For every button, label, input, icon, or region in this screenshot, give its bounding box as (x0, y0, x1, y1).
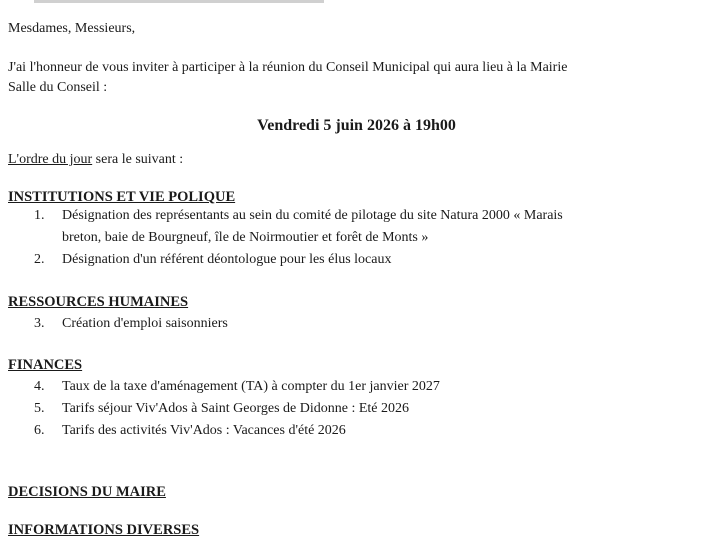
agenda-item-number: 6. (34, 423, 45, 438)
agenda-item-4 (0, 379, 713, 399)
agenda-item-text: Désignation des représentants au sein du comité de pilotage du site Natura 2000 « Marais (62, 208, 563, 223)
agenda-item-1 (0, 208, 713, 228)
agenda-item-number: 1. (34, 208, 45, 223)
section-heading-decisions: DECISIONS DU MAIRE (8, 484, 166, 500)
agenda-intro-rest: sera le suivant : (92, 152, 184, 167)
top-edge-fragment (34, 0, 324, 3)
agenda-item-number: 3. (34, 316, 45, 331)
section-heading-infos: INFORMATIONS DIVERSES (8, 522, 200, 538)
agenda-intro-underlined: L'ordre du jour (8, 152, 93, 167)
agenda-item-number: 4. (34, 379, 45, 394)
intro-line-2: Salle du Conseil : (8, 80, 108, 95)
agenda-intro (8, 152, 183, 168)
agenda-item-1-continued (0, 230, 713, 250)
agenda-item-5 (0, 401, 713, 421)
greeting: Mesdames, Messieurs, (8, 21, 136, 36)
agenda-item-text: Désignation d'un référent déontologue pour les élus locaux (62, 252, 392, 267)
agenda-item-text: breton, baie de Bourgneuf, île de Noirmoutier et forêt de Monts » (62, 230, 429, 245)
agenda-item-number: 2. (34, 252, 45, 267)
agenda-item-text: Taux de la taxe d'aménagement (TA) à compter du 1er janvier 2027 (62, 379, 440, 394)
section-heading-finances: FINANCES (8, 357, 83, 373)
section-heading-rh: RESSOURCES HUMAINES (8, 294, 189, 310)
agenda-item-3 (0, 316, 713, 336)
intro-line-1: J'ai l'honneur de vous inviter à participer à la réunion du Conseil Municipal qui aura lieu à la Mairie (8, 60, 568, 75)
agenda-item-text: Tarifs séjour Viv'Ados à Saint Georges de Didonne : Eté 2026 (62, 401, 410, 416)
agenda-item-number: 5. (34, 401, 45, 416)
agenda-item-2 (0, 252, 713, 272)
agenda-item-6 (0, 423, 713, 443)
meeting-date: Vendredi 5 juin 2026 à 19h00 (257, 117, 456, 134)
agenda-item-text: Tarifs des activités Viv'Ados : Vacances d'été 2026 (62, 423, 346, 438)
section-heading-institutions: INSTITUTIONS ET VIE POLIQUE (8, 189, 236, 205)
agenda-item-text: Création d'emploi saisonniers (62, 316, 228, 331)
